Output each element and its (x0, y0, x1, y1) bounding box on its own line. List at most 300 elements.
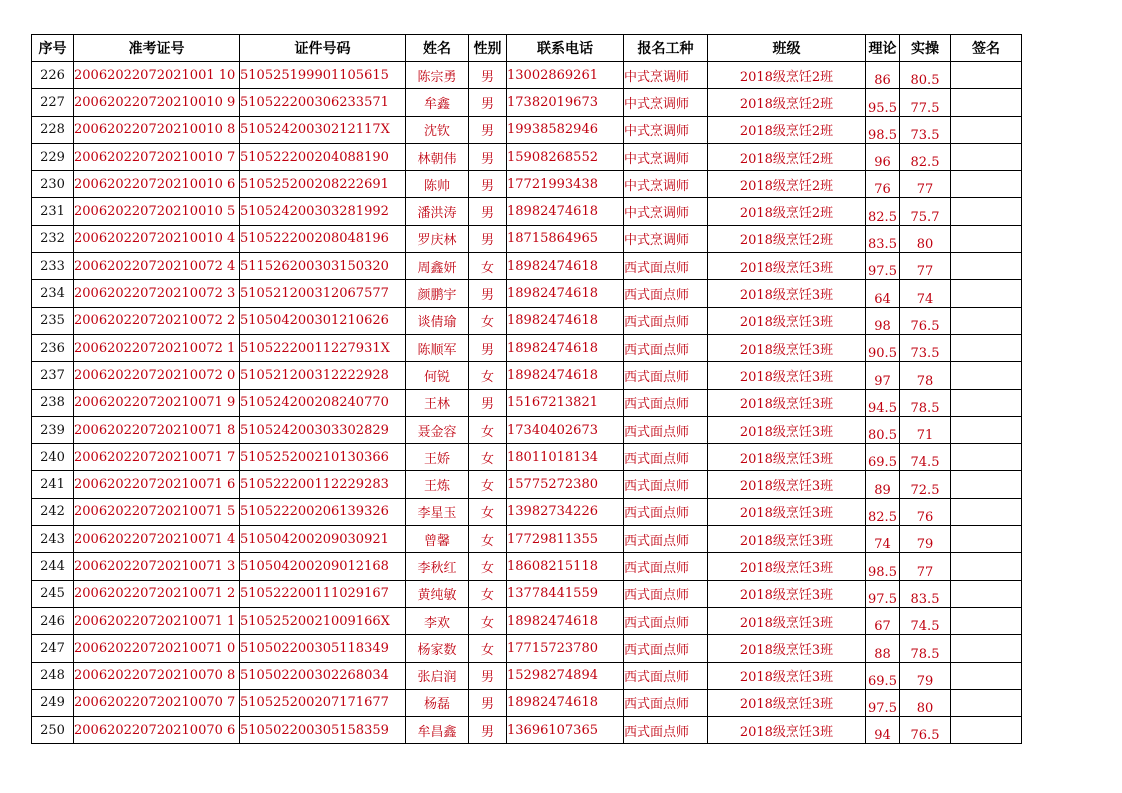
table-row (32, 607, 1022, 634)
cell-job-type: 西式面点师 (624, 280, 708, 307)
cell-id-number: 510521200312222928 (240, 362, 406, 389)
cell-phone: 18982474618 (507, 198, 624, 225)
cell-exam-number: 200620220720210071 4 (74, 526, 240, 553)
table-row (32, 280, 1022, 307)
cell-phone: 13778441559 (507, 580, 624, 607)
cell-practice: 74 (900, 280, 951, 307)
cell-name: 杨家数 (406, 635, 469, 662)
cell-practice: 78 (900, 362, 951, 389)
cell-phone: 13002869261 (507, 62, 624, 89)
cell-theory: 98 (866, 307, 900, 334)
cell-id-number: 511526200303150320 (240, 253, 406, 280)
cell-phone: 17729811355 (507, 526, 624, 553)
cell-job-type: 西式面点师 (624, 526, 708, 553)
table-row (32, 171, 1022, 198)
cell-class: 2018级烹饪3班 (708, 607, 866, 634)
cell-seq: 249 (32, 689, 74, 716)
cell-class: 2018级烹饪3班 (708, 498, 866, 525)
cell-phone: 17340402673 (507, 416, 624, 443)
cell-class: 2018级烹饪3班 (708, 553, 866, 580)
cell-theory: 76 (866, 171, 900, 198)
cell-exam-number: 200620220720210070 6 (74, 717, 240, 744)
cell-id-number: 51052220011227931X (240, 334, 406, 361)
cell-phone: 13982734226 (507, 498, 624, 525)
cell-id-number: 510521200312067577 (240, 280, 406, 307)
cell-name: 陈顺军 (406, 334, 469, 361)
cell-theory: 83.5 (866, 225, 900, 252)
cell-exam-number: 200620220720210071 8 (74, 416, 240, 443)
cell-practice: 78.5 (900, 389, 951, 416)
cell-name: 陈帅 (406, 171, 469, 198)
cell-practice: 76.5 (900, 307, 951, 334)
cell-gender: 女 (469, 471, 507, 498)
cell-phone: 18715864965 (507, 225, 624, 252)
cell-name: 王娇 (406, 444, 469, 471)
header-class: 班级 (708, 35, 866, 62)
cell-seq: 227 (32, 89, 74, 116)
header-theory: 理论 (866, 35, 900, 62)
header-name: 姓名 (406, 35, 469, 62)
cell-job-type: 西式面点师 (624, 662, 708, 689)
cell-signature (951, 526, 1022, 553)
header-signature: 签名 (951, 35, 1022, 62)
table-row (32, 416, 1022, 443)
cell-name: 聂金容 (406, 416, 469, 443)
cell-signature (951, 225, 1022, 252)
cell-id-number: 510525200210130366 (240, 444, 406, 471)
cell-theory: 64 (866, 280, 900, 307)
cell-signature (951, 635, 1022, 662)
cell-gender: 男 (469, 143, 507, 170)
table-row (32, 253, 1022, 280)
cell-theory: 82.5 (866, 198, 900, 225)
cell-phone: 18608215118 (507, 553, 624, 580)
cell-phone: 15298274894 (507, 662, 624, 689)
cell-gender: 男 (469, 116, 507, 143)
cell-theory: 80.5 (866, 416, 900, 443)
cell-practice: 71 (900, 416, 951, 443)
cell-seq: 246 (32, 607, 74, 634)
cell-class: 2018级烹饪3班 (708, 444, 866, 471)
cell-job-type: 西式面点师 (624, 635, 708, 662)
cell-id-number: 510522200204088190 (240, 143, 406, 170)
cell-phone: 15167213821 (507, 389, 624, 416)
cell-signature (951, 689, 1022, 716)
cell-gender: 女 (469, 580, 507, 607)
cell-gender: 女 (469, 635, 507, 662)
cell-class: 2018级烹饪2班 (708, 171, 866, 198)
cell-job-type: 中式烹调师 (624, 143, 708, 170)
cell-exam-number: 200620220720210071 5 (74, 498, 240, 525)
cell-name: 沈钦 (406, 116, 469, 143)
cell-gender: 女 (469, 607, 507, 634)
cell-signature (951, 198, 1022, 225)
cell-signature (951, 553, 1022, 580)
cell-gender: 男 (469, 689, 507, 716)
cell-practice: 73.5 (900, 116, 951, 143)
header-seq: 序号 (32, 35, 74, 62)
cell-id-number: 510522200112229283 (240, 471, 406, 498)
cell-phone: 18982474618 (507, 253, 624, 280)
cell-gender: 男 (469, 198, 507, 225)
cell-signature (951, 498, 1022, 525)
table-row (32, 143, 1022, 170)
cell-id-number: 510524200303302829 (240, 416, 406, 443)
cell-exam-number: 200620220720210072 4 (74, 253, 240, 280)
cell-id-number: 51052420030212117X (240, 116, 406, 143)
cell-theory: 88 (866, 635, 900, 662)
cell-phone: 18982474618 (507, 334, 624, 361)
cell-gender: 男 (469, 389, 507, 416)
cell-name: 何锐 (406, 362, 469, 389)
cell-practice: 83.5 (900, 580, 951, 607)
header-phone: 联系电话 (507, 35, 624, 62)
cell-seq: 232 (32, 225, 74, 252)
cell-job-type: 中式烹调师 (624, 198, 708, 225)
cell-id-number: 510525200207171677 (240, 689, 406, 716)
cell-signature (951, 389, 1022, 416)
cell-gender: 女 (469, 362, 507, 389)
cell-theory: 97.5 (866, 580, 900, 607)
cell-exam-number: 200620220720210071 6 (74, 471, 240, 498)
cell-job-type: 中式烹调师 (624, 225, 708, 252)
cell-id-number: 510504200209012168 (240, 553, 406, 580)
cell-signature (951, 280, 1022, 307)
cell-class: 2018级烹饪2班 (708, 89, 866, 116)
cell-exam-number: 200620220720210071 3 (74, 553, 240, 580)
cell-phone: 19938582946 (507, 116, 624, 143)
cell-signature (951, 334, 1022, 361)
table-row (32, 662, 1022, 689)
cell-class: 2018级烹饪3班 (708, 635, 866, 662)
cell-seq: 239 (32, 416, 74, 443)
cell-signature (951, 607, 1022, 634)
table-row (32, 498, 1022, 525)
cell-signature (951, 362, 1022, 389)
cell-class: 2018级烹饪2班 (708, 225, 866, 252)
table-row (32, 89, 1022, 116)
cell-theory: 98.5 (866, 116, 900, 143)
cell-phone: 18011018134 (507, 444, 624, 471)
cell-theory: 97.5 (866, 689, 900, 716)
cell-exam-number: 200620220720210070 8 (74, 662, 240, 689)
cell-practice: 80 (900, 689, 951, 716)
cell-practice: 75.7 (900, 198, 951, 225)
cell-name: 王林 (406, 389, 469, 416)
cell-gender: 女 (469, 498, 507, 525)
cell-name: 谈倩瑜 (406, 307, 469, 334)
cell-class: 2018级烹饪2班 (708, 116, 866, 143)
header-job-type: 报名工种 (624, 35, 708, 62)
cell-exam-number: 200620220720210010 4 (74, 225, 240, 252)
cell-job-type: 西式面点师 (624, 580, 708, 607)
cell-practice: 72.5 (900, 471, 951, 498)
cell-theory: 69.5 (866, 662, 900, 689)
cell-name: 杨磊 (406, 689, 469, 716)
cell-practice: 80.5 (900, 62, 951, 89)
cell-gender: 女 (469, 526, 507, 553)
cell-signature (951, 62, 1022, 89)
cell-id-number: 510504200301210626 (240, 307, 406, 334)
cell-id-number: 510525199901105615 (240, 62, 406, 89)
cell-seq: 241 (32, 471, 74, 498)
cell-exam-number: 200620220720210071 0 (74, 635, 240, 662)
cell-signature (951, 171, 1022, 198)
table-row (32, 580, 1022, 607)
table-row (32, 471, 1022, 498)
cell-signature (951, 253, 1022, 280)
cell-exam-number: 200620220720210010 9 (74, 89, 240, 116)
cell-class: 2018级烹饪3班 (708, 307, 866, 334)
cell-name: 王炼 (406, 471, 469, 498)
cell-gender: 男 (469, 225, 507, 252)
cell-practice: 82.5 (900, 143, 951, 170)
cell-practice: 73.5 (900, 334, 951, 361)
cell-exam-number: 200620220720210071 2 (74, 580, 240, 607)
cell-signature (951, 307, 1022, 334)
cell-exam-number: 200620220720210010 6 (74, 171, 240, 198)
cell-gender: 女 (469, 307, 507, 334)
cell-job-type: 中式烹调师 (624, 171, 708, 198)
cell-name: 李星玉 (406, 498, 469, 525)
cell-class: 2018级烹饪3班 (708, 280, 866, 307)
cell-gender: 男 (469, 280, 507, 307)
cell-class: 2018级烹饪3班 (708, 717, 866, 744)
cell-name: 陈宗勇 (406, 62, 469, 89)
cell-practice: 79 (900, 662, 951, 689)
table-row (32, 334, 1022, 361)
cell-signature (951, 471, 1022, 498)
cell-name: 牟昌鑫 (406, 717, 469, 744)
cell-phone: 18982474618 (507, 362, 624, 389)
cell-seq: 234 (32, 280, 74, 307)
cell-seq: 240 (32, 444, 74, 471)
cell-seq: 242 (32, 498, 74, 525)
cell-job-type: 中式烹调师 (624, 62, 708, 89)
cell-gender: 女 (469, 553, 507, 580)
cell-theory: 90.5 (866, 334, 900, 361)
cell-phone: 17721993438 (507, 171, 624, 198)
cell-exam-number: 200620220720210072 3 (74, 280, 240, 307)
cell-job-type: 西式面点师 (624, 389, 708, 416)
cell-class: 2018级烹饪3班 (708, 416, 866, 443)
cell-id-number: 510524200303281992 (240, 198, 406, 225)
cell-theory: 69.5 (866, 444, 900, 471)
score-sheet-table (31, 34, 1022, 744)
cell-job-type: 西式面点师 (624, 307, 708, 334)
cell-name: 潘洪涛 (406, 198, 469, 225)
cell-signature (951, 717, 1022, 744)
cell-id-number: 510525200208222691 (240, 171, 406, 198)
cell-exam-number: 200620220720210071 1 (74, 607, 240, 634)
cell-id-number: 51052520021009166X (240, 607, 406, 634)
cell-practice: 76.5 (900, 717, 951, 744)
cell-theory: 97.5 (866, 253, 900, 280)
cell-id-number: 510504200209030921 (240, 526, 406, 553)
cell-exam-number: 200620220720210072 0 (74, 362, 240, 389)
cell-practice: 74.5 (900, 607, 951, 634)
cell-class: 2018级烹饪3班 (708, 389, 866, 416)
table-row (32, 307, 1022, 334)
cell-exam-number: 200620220720210010 5 (74, 198, 240, 225)
cell-phone: 15775272380 (507, 471, 624, 498)
cell-gender: 男 (469, 171, 507, 198)
cell-name: 李欢 (406, 607, 469, 634)
cell-phone: 18982474618 (507, 307, 624, 334)
cell-phone: 15908268552 (507, 143, 624, 170)
cell-gender: 男 (469, 62, 507, 89)
cell-id-number: 510522200208048196 (240, 225, 406, 252)
cell-gender: 男 (469, 662, 507, 689)
cell-exam-number: 200620220720210010 8 (74, 116, 240, 143)
cell-name: 罗庆林 (406, 225, 469, 252)
cell-theory: 74 (866, 526, 900, 553)
cell-seq: 250 (32, 717, 74, 744)
cell-class: 2018级烹饪2班 (708, 62, 866, 89)
cell-seq: 237 (32, 362, 74, 389)
cell-exam-number: 200620220720210071 7 (74, 444, 240, 471)
table-row (32, 526, 1022, 553)
cell-gender: 女 (469, 444, 507, 471)
cell-practice: 80 (900, 225, 951, 252)
cell-theory: 86 (866, 62, 900, 89)
cell-id-number: 510524200208240770 (240, 389, 406, 416)
cell-exam-number: 20062022072021001 10 (74, 62, 240, 89)
cell-phone: 18982474618 (507, 689, 624, 716)
cell-seq: 235 (32, 307, 74, 334)
cell-seq: 247 (32, 635, 74, 662)
cell-practice: 77.5 (900, 89, 951, 116)
cell-phone: 17715723780 (507, 635, 624, 662)
cell-practice: 76 (900, 498, 951, 525)
cell-theory: 94.5 (866, 389, 900, 416)
cell-signature (951, 444, 1022, 471)
cell-class: 2018级烹饪3班 (708, 662, 866, 689)
header-row (32, 35, 1022, 62)
cell-signature (951, 143, 1022, 170)
cell-job-type: 西式面点师 (624, 416, 708, 443)
cell-seq: 230 (32, 171, 74, 198)
table-row (32, 225, 1022, 252)
cell-practice: 77 (900, 253, 951, 280)
cell-exam-number: 200620220720210072 2 (74, 307, 240, 334)
cell-theory: 98.5 (866, 553, 900, 580)
cell-seq: 233 (32, 253, 74, 280)
cell-class: 2018级烹饪3班 (708, 689, 866, 716)
cell-theory: 82.5 (866, 498, 900, 525)
cell-id-number: 510522200306233571 (240, 89, 406, 116)
cell-id-number: 510502200305118349 (240, 635, 406, 662)
cell-theory: 89 (866, 471, 900, 498)
table-row (32, 198, 1022, 225)
cell-job-type: 西式面点师 (624, 253, 708, 280)
cell-practice: 74.5 (900, 444, 951, 471)
cell-name: 曾馨 (406, 526, 469, 553)
cell-job-type: 西式面点师 (624, 607, 708, 634)
cell-exam-number: 200620220720210010 7 (74, 143, 240, 170)
cell-class: 2018级烹饪2班 (708, 198, 866, 225)
cell-name: 周鑫妍 (406, 253, 469, 280)
cell-phone: 18982474618 (507, 280, 624, 307)
cell-id-number: 510522200206139326 (240, 498, 406, 525)
cell-practice: 77 (900, 553, 951, 580)
cell-job-type: 中式烹调师 (624, 116, 708, 143)
cell-seq: 243 (32, 526, 74, 553)
table-row (32, 389, 1022, 416)
header-exam-number: 准考证号 (74, 35, 240, 62)
cell-signature (951, 116, 1022, 143)
table-row (32, 635, 1022, 662)
cell-name: 李秋红 (406, 553, 469, 580)
table-row (32, 444, 1022, 471)
table-body (32, 62, 1022, 744)
cell-name: 牟鑫 (406, 89, 469, 116)
cell-job-type: 西式面点师 (624, 717, 708, 744)
cell-class: 2018级烹饪3班 (708, 471, 866, 498)
cell-job-type: 西式面点师 (624, 444, 708, 471)
cell-theory: 94 (866, 717, 900, 744)
table-row (32, 553, 1022, 580)
cell-gender: 男 (469, 334, 507, 361)
cell-job-type: 西式面点师 (624, 471, 708, 498)
cell-seq: 236 (32, 334, 74, 361)
cell-job-type: 中式烹调师 (624, 89, 708, 116)
cell-seq: 238 (32, 389, 74, 416)
header-gender: 性别 (469, 35, 507, 62)
cell-job-type: 西式面点师 (624, 362, 708, 389)
cell-phone: 18982474618 (507, 607, 624, 634)
table-row (32, 362, 1022, 389)
table-row (32, 116, 1022, 143)
cell-signature (951, 89, 1022, 116)
cell-name: 张启润 (406, 662, 469, 689)
cell-practice: 78.5 (900, 635, 951, 662)
cell-id-number: 510522200111029167 (240, 580, 406, 607)
cell-theory: 95.5 (866, 89, 900, 116)
header-id-number: 证件号码 (240, 35, 406, 62)
cell-theory: 67 (866, 607, 900, 634)
cell-class: 2018级烹饪3班 (708, 334, 866, 361)
cell-name: 黄纯敏 (406, 580, 469, 607)
cell-seq: 228 (32, 116, 74, 143)
cell-job-type: 西式面点师 (624, 553, 708, 580)
cell-seq: 245 (32, 580, 74, 607)
cell-phone: 13696107365 (507, 717, 624, 744)
cell-gender: 女 (469, 416, 507, 443)
cell-class: 2018级烹饪3班 (708, 580, 866, 607)
table-row (32, 717, 1022, 744)
table-row (32, 62, 1022, 89)
cell-practice: 79 (900, 526, 951, 553)
cell-gender: 女 (469, 253, 507, 280)
cell-theory: 97 (866, 362, 900, 389)
cell-job-type: 西式面点师 (624, 334, 708, 361)
cell-name: 林朝伟 (406, 143, 469, 170)
cell-id-number: 510502200305158359 (240, 717, 406, 744)
header-practice: 实操 (900, 35, 951, 62)
cell-exam-number: 200620220720210070 7 (74, 689, 240, 716)
cell-job-type: 西式面点师 (624, 498, 708, 525)
cell-class: 2018级烹饪3班 (708, 362, 866, 389)
cell-exam-number: 200620220720210071 9 (74, 389, 240, 416)
cell-class: 2018级烹饪2班 (708, 143, 866, 170)
cell-class: 2018级烹饪3班 (708, 253, 866, 280)
cell-seq: 229 (32, 143, 74, 170)
cell-name: 颜鹏宇 (406, 280, 469, 307)
cell-seq: 231 (32, 198, 74, 225)
cell-gender: 男 (469, 717, 507, 744)
cell-signature (951, 580, 1022, 607)
